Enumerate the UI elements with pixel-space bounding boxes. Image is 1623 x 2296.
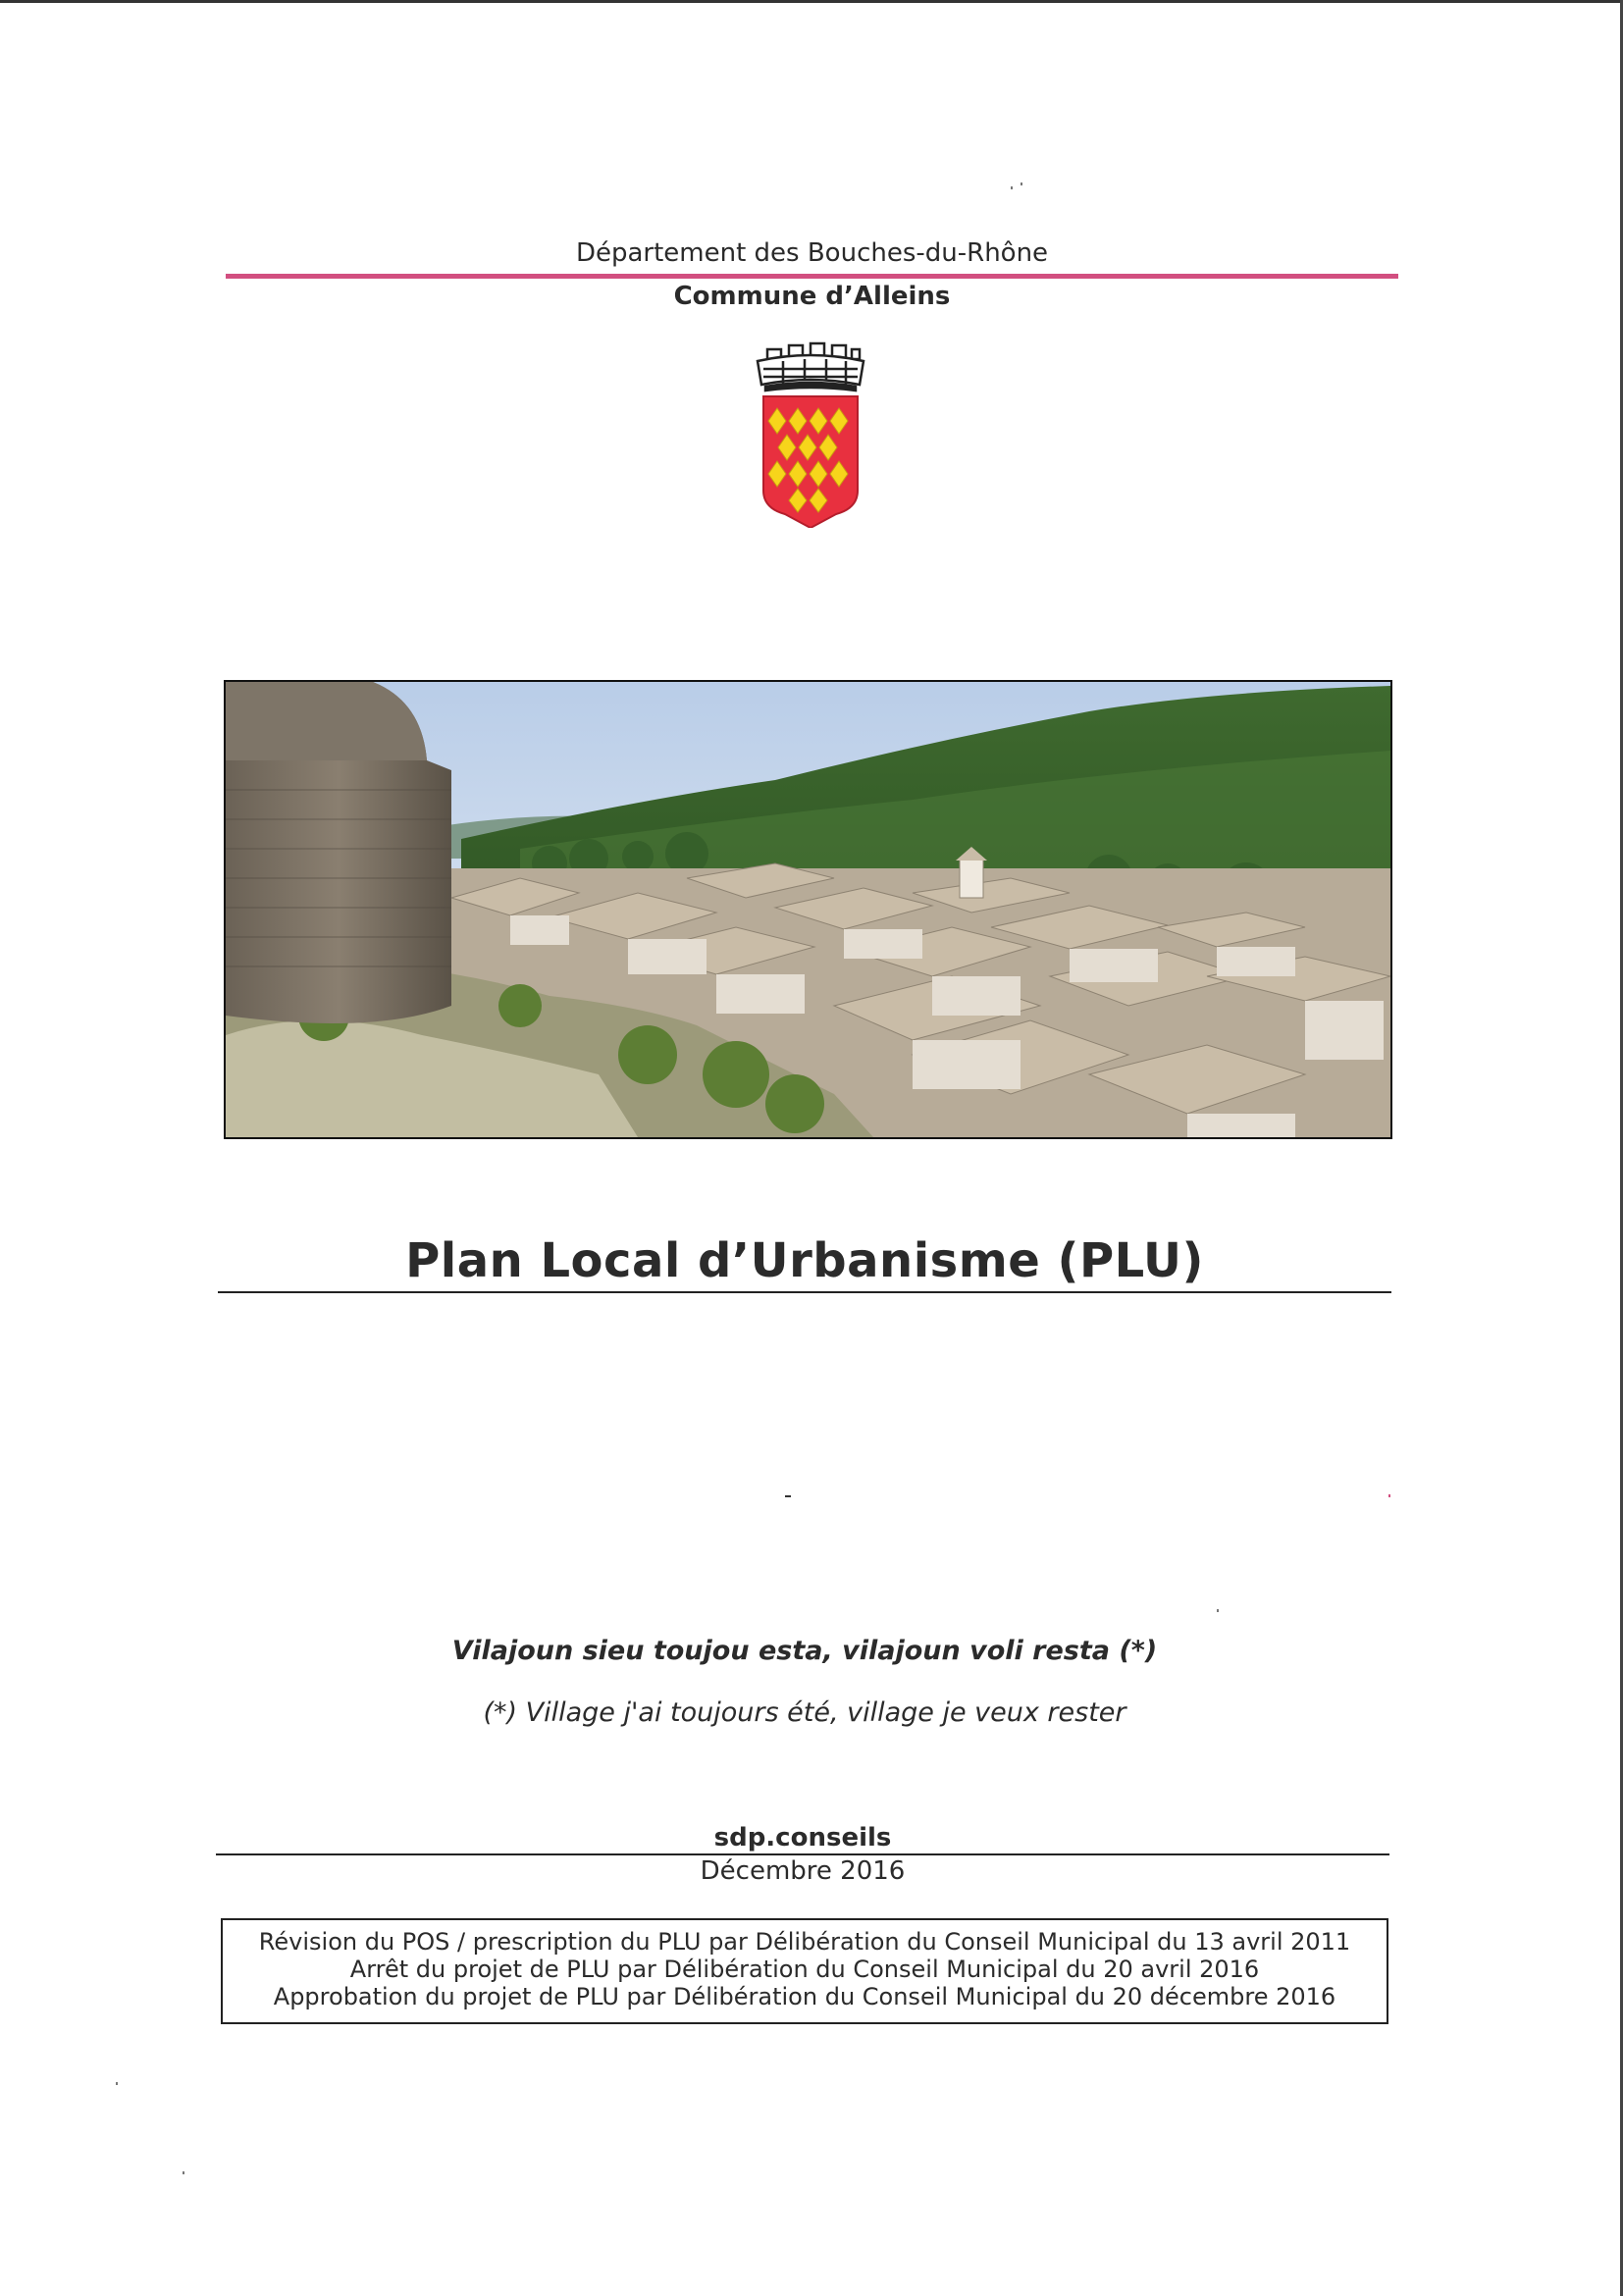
scan-speck [1021,183,1022,185]
scan-speck [1011,186,1013,189]
scan-top-edge [0,0,1623,3]
village-panorama-photo [224,680,1392,1139]
scan-speck [116,2082,118,2085]
department-name: Département des Bouches-du-Rhône [575,238,1049,268]
document-title: Plan Local d’Urbanisme (PLU) [405,1233,1204,1288]
author-divider [216,1853,1389,1855]
provencal-motto: Vilajoun sieu toujou esta, vilajoun voli resta (*) [451,1636,1158,1666]
scan-speck [1388,1494,1390,1497]
procedure-history-box [221,1918,1388,2024]
history-line: Approbation du projet de PLU par Délibération du Conseil Municipal du 20 décembre 2016 [273,1983,1336,2010]
scan-speck [785,1495,791,1497]
scan-speck [1217,1609,1219,1612]
header-divider [226,274,1398,279]
coat-of-arms-icon [754,341,867,528]
mural-crown-icon [758,343,864,391]
motto-translation: (*) Village j'ai toujours été, village je veux rester [483,1697,1126,1728]
scan-speck [183,2171,184,2174]
history-line: Révision du POS / prescription du PLU par Délibération du Conseil Municipal du 13 avril 2011 [258,1928,1351,1956]
history-line: Arrêt du projet de PLU par Délibération du Conseil Municipal du 20 avril 2016 [349,1956,1260,1983]
commune-name: Commune d’Alleins [673,282,951,311]
title-divider [218,1291,1391,1293]
author-name: sdp.conseils [713,1823,892,1852]
document-date: Décembre 2016 [700,1856,906,1886]
